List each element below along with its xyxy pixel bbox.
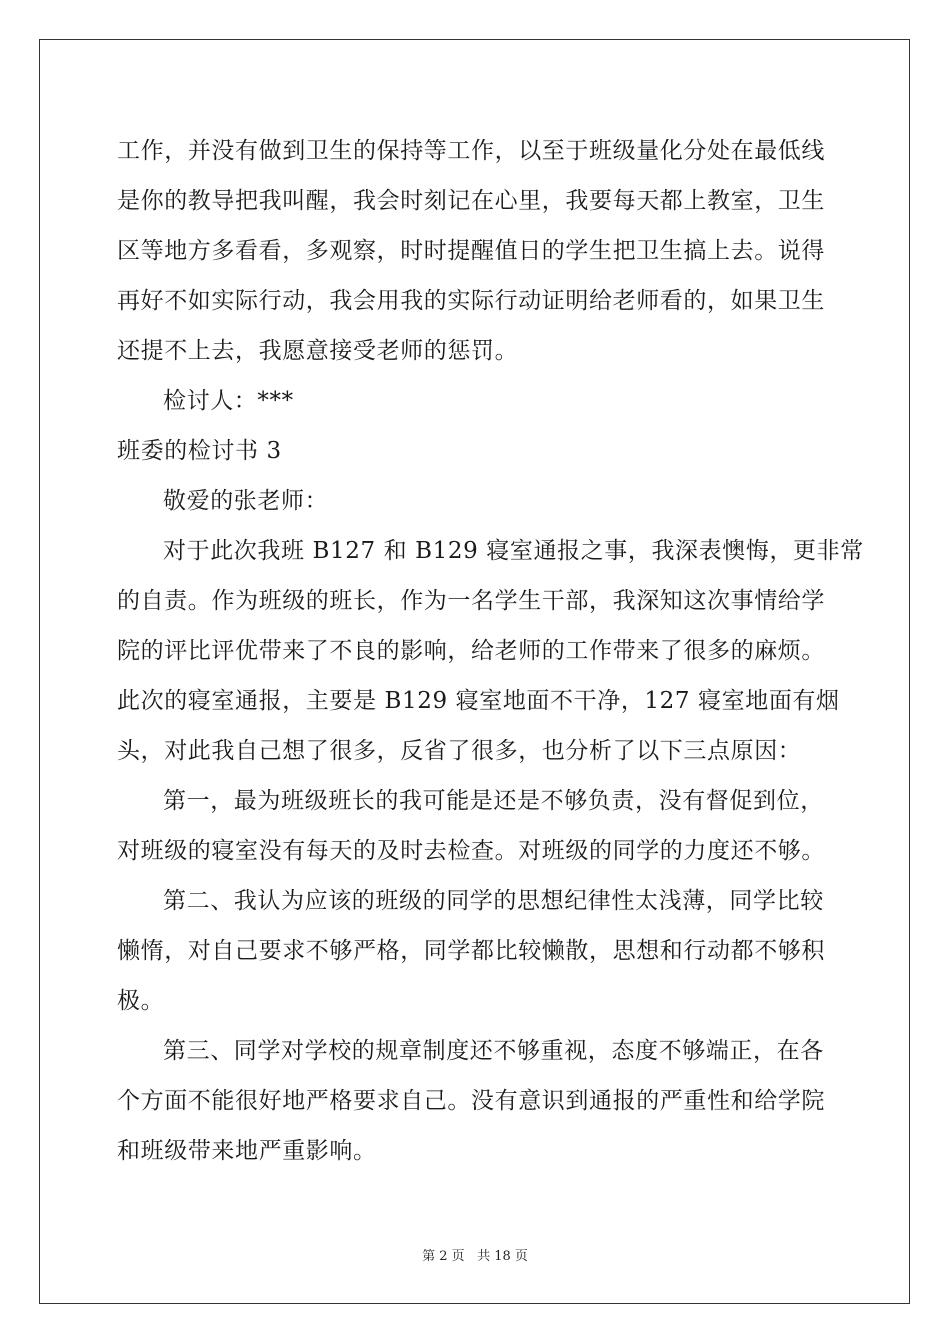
body-line: 此次的寝室通报，主要是 B129 寝室地面不干净，127 寝室地面有烟 [117,688,840,714]
body-line: 懒惰，对自己要求不够严格，同学都比较懒散，思想和行动都不够积 [117,938,825,964]
page-number: 第 2 页 [422,1249,465,1264]
body-line: 区等地方多看看，多观察，时时提醒值日的学生把卫生搞上去。说得 [117,238,825,264]
body-line: 和班级带来地严重影响。 [117,1138,377,1164]
body-line: 头，对此我自己想了很多，反省了很多，也分析了以下三点原因： [117,738,802,764]
body-line: 工作，并没有做到卫生的保持等工作，以至于班级量化分处在最低线 [117,138,825,164]
page-footer [0,1248,950,1266]
body-line: 还提不上去，我愿意接受老师的惩罚。 [117,338,519,364]
body-line: 是你的教导把我叫醒，我会时刻记在心里，我要每天都上教室，卫生 [117,188,825,214]
body-line: 个方面不能很好地严格要求自己。没有意识到通报的严重性和给学院 [117,1088,825,1114]
body-line: 极。 [117,988,165,1014]
salutation: 敬爱的张老师： [163,488,329,514]
body-line: 第二、我认为应该的班级的同学的思想纪律性太浅薄，同学比较 [163,888,824,914]
body-line: 院的评比评优带来了不良的影响，给老师的工作带来了很多的麻烦。 [117,638,825,664]
body-line: 第三、同学对学校的规章制度还不够重视，态度不够端正，在各 [163,1038,824,1064]
body-line: 第一，最为班级班长的我可能是还是不够负责，没有督促到位， [163,788,824,814]
body-line: 再好不如实际行动，我会用我的实际行动证明给老师看的，如果卫生 [117,288,825,314]
page-total: 共 18 页 [477,1249,528,1264]
body-line: 对班级的寝室没有每天的及时去检查。对班级的同学的力度还不够。 [117,838,825,864]
signature-line: 检讨人：*** [163,388,294,414]
body-line: 对于此次我班 B127 和 B129 寝室通报之事，我深表懊悔，更非常 [163,538,864,564]
section-title: 班委的检讨书 3 [117,438,282,464]
body-line: 的自责。作为班级的班长，作为一名学生干部，我深知这次事情给学 [117,588,825,614]
